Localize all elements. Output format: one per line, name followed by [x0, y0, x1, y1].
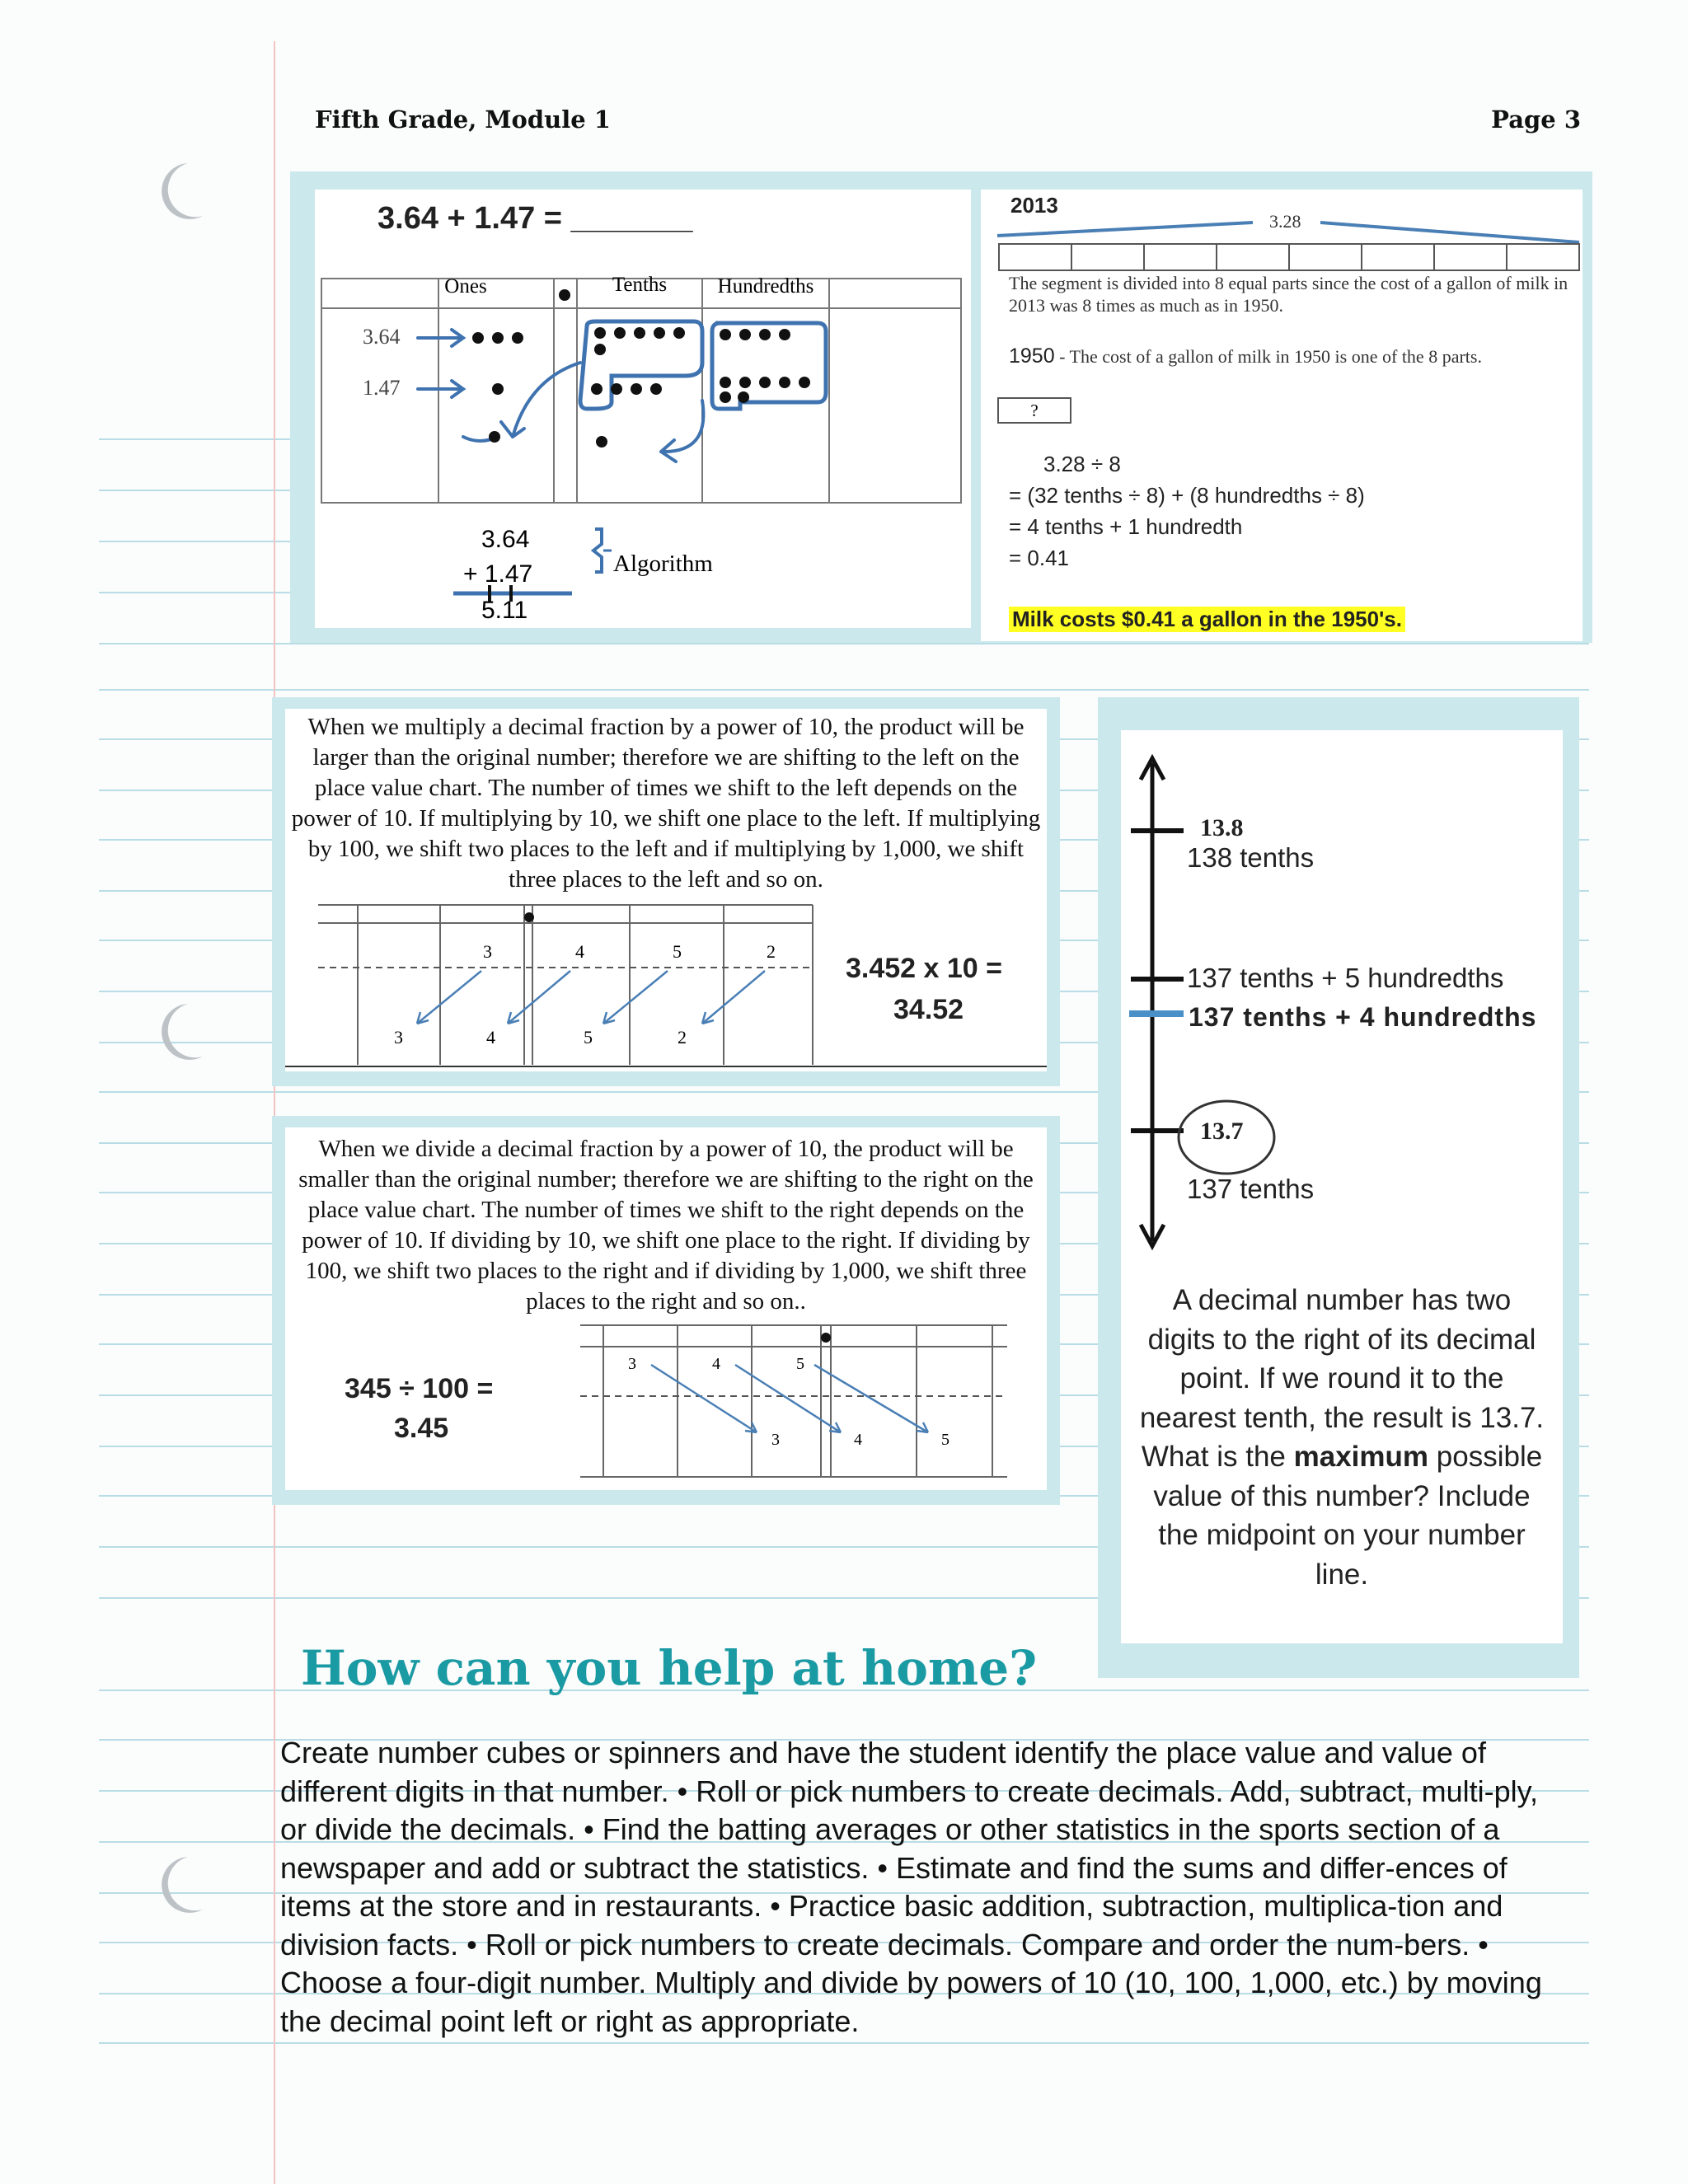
- row-label-1.47: 1.47: [363, 376, 401, 400]
- multiply-bottom-digit: 5: [584, 1027, 593, 1047]
- multiply-top-digit: 5: [673, 941, 682, 962]
- divide-top-digit: 4: [712, 1355, 720, 1373]
- number-line-bottom-value: 13.7: [1200, 1118, 1244, 1145]
- help-at-home-body: Create number cubes or spinners and have the student identify the place value and value of different digits in that number. • Roll or pick numbers to create decimals. Add, subtract, multi-ply, or divide the decimals. • Find the batting averages or other statistics in the sports section of a newspaper and add or subtract the statistics. • Estimate and find the sums and differ-ences of items at the store and in restaurants. • Practice basic addition, subtraction, multiplica-tion and division facts. • Roll or pick numbers to create decimals. Compare and order the num-bers. • Choose a four-digit number. Multiply and divide by powers of 10 (10, 100, 1,000, etc.) by moving the decimal point left or right as appropriate.: [280, 1736, 1542, 2038]
- milk-cost-card: [981, 190, 1582, 641]
- row-label-3.64: 3.64: [363, 325, 401, 349]
- multiply-top-digit: 4: [575, 941, 584, 962]
- divide-explanation: When we divide a decimal fraction by a power of 10, the product will be smaller than the original number; therefore we are shifting to the right on the place value chart. The number of times we shift to the right depends on the power of 10. If dividing by 10, we shift one place to the right. If dividing by 100, we shift two places to the right and if dividing by 1,000, we shift three places to the right and so on..: [298, 1136, 1034, 1315]
- midpoint-label: 137 tenths + 5 hundredths: [1187, 963, 1504, 993]
- rounding-question: A decimal number has two digits to the right of its decimal point. If we round it to the nearest tenth, the result is 13.7. What is the maximum possible value of this number? Include the midpoint on your number line.: [1139, 1284, 1545, 1591]
- algorithm-bottom-number: + 1.47: [463, 560, 533, 588]
- multiply-card: [285, 709, 1047, 1071]
- addition-equation: 3.64 + 1.47 = _______: [377, 201, 693, 236]
- number-line-bottom-label: 137 tenths: [1187, 1174, 1315, 1204]
- multiply-result: 34.52: [893, 994, 964, 1025]
- divide-bottom-digit: 3: [771, 1431, 780, 1449]
- help-at-home-heading: How can you help at home?: [301, 1640, 1038, 1696]
- algorithm-label: Algorithm: [613, 551, 713, 577]
- multiply-bottom-digit: 2: [678, 1027, 687, 1047]
- step-3: = 4 tenths + 1 hundredth: [1009, 514, 1243, 539]
- year-2013-label: 2013: [1010, 193, 1058, 218]
- multiply-top-digit: 3: [483, 941, 492, 962]
- binder-hole-icon: [148, 157, 206, 223]
- maximum-value-label: 137 tenths + 4 hundredths: [1189, 1002, 1537, 1032]
- rounding-question-emphasis: maximum: [1293, 1441, 1429, 1473]
- column-header-hundredths: Hundredths: [717, 275, 814, 298]
- note-1950: - The cost of a gallon of milk in 1950 is one of the 8 parts.: [1054, 346, 1482, 367]
- note-2013: The segment is divided into 8 equal parts since the cost of a gallon of milk in 2013 was 8 times as much as in 1950.: [1009, 273, 1568, 316]
- number-line-card: [1121, 730, 1563, 1643]
- divide-result: 3.45: [394, 1413, 449, 1444]
- algorithm-top-number: 3.64: [481, 526, 530, 553]
- divide-bottom-digit: 4: [854, 1431, 862, 1449]
- binder-hole-icon: [148, 997, 206, 1063]
- divide-top-digit: 5: [796, 1355, 804, 1373]
- multiply-equation: 3.452 x 10 =: [846, 953, 1003, 984]
- multiply-top-digit: 2: [767, 941, 776, 962]
- multiply-explanation: When we multiply a decimal fraction by a power of 10, the product will be larger than the original number; therefore we are shifting to the left on the place value chart. The number of times we shift to the left depends on the power of 10. If multiplying by 10, we shift one place to the left. If multiplying by 100, we shift two places to the left and if multiplying by 1,000, we shift three places to the left and so on.: [291, 714, 1041, 893]
- multiply-bottom-digit: 4: [486, 1027, 495, 1047]
- divide-equation: 345 ÷ 100 =: [345, 1373, 494, 1404]
- number-line-top-value: 13.8: [1200, 814, 1244, 841]
- milk-answer: Milk costs $0.41 a gallon in the 1950's.: [1009, 607, 1405, 632]
- step-1: 3.28 ÷ 8: [1043, 452, 1121, 476]
- year-1950-label: 1950: [1009, 344, 1055, 368]
- column-header-tenths: Tenths: [612, 274, 668, 296]
- algorithm-result: 5.11: [481, 597, 528, 624]
- segment-value: 3.28: [1269, 211, 1301, 232]
- binder-hole-icon: [148, 1850, 206, 1916]
- divide-top-digit: 3: [628, 1355, 636, 1373]
- margin-line: [274, 41, 275, 2184]
- header-module-title: Fifth Grade, Module 1: [315, 105, 611, 134]
- step-2: = (32 tenths ÷ 8) + (8 hundredths ÷ 8): [1009, 483, 1365, 508]
- addition-card: [315, 190, 971, 628]
- step-4: = 0.41: [1009, 546, 1070, 570]
- column-header-ones: Ones: [444, 275, 487, 298]
- number-line-top-label: 138 tenths: [1187, 842, 1315, 873]
- divide-card: [285, 1127, 1047, 1490]
- unknown-1950-box: ?: [997, 397, 1071, 424]
- multiply-bottom-digit: 3: [394, 1027, 403, 1047]
- header-page-number: Page 3: [1491, 105, 1581, 134]
- divide-bottom-digit: 5: [941, 1431, 950, 1449]
